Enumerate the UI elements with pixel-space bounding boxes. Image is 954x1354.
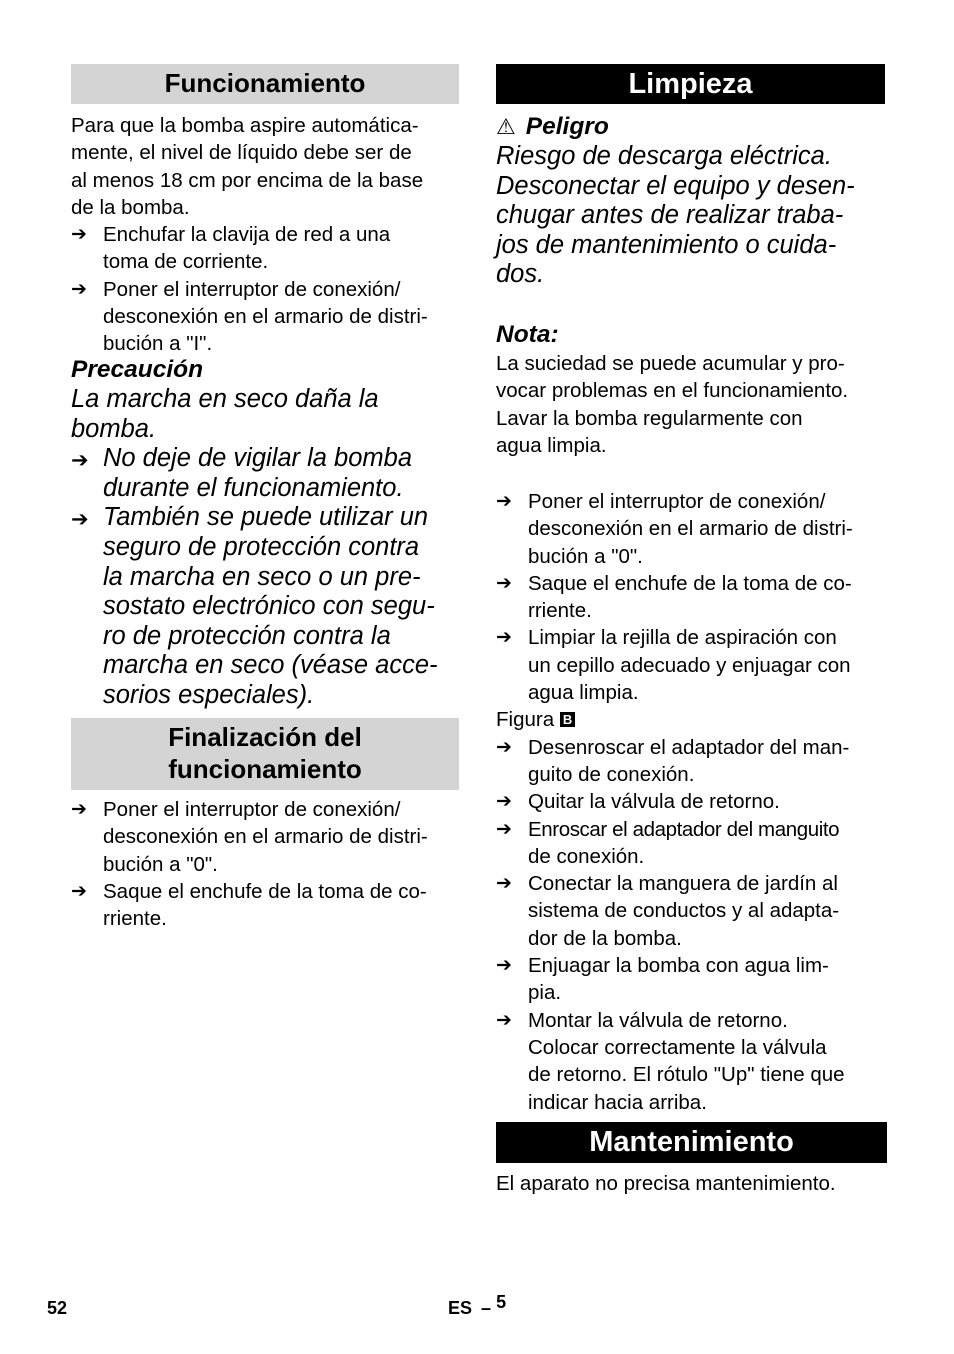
figura-reference — [496, 706, 888, 733]
limpieza-step — [496, 870, 888, 952]
nota-line: vocar problemas en el funcionamiento. — [496, 379, 849, 403]
arrow-right-icon: ➔ — [71, 799, 87, 820]
step-line: rriente. — [528, 599, 592, 623]
nota-block — [496, 320, 888, 459]
step-line: Poner el interruptor de conexión/ — [103, 798, 401, 821]
item-line: ro de protección contra la — [103, 621, 391, 650]
item-line: sostato electrónico con segu- — [103, 592, 435, 621]
item-line: seguro de protección contra — [103, 532, 420, 561]
footer-lang — [448, 1292, 507, 1319]
funcionamiento-heading: Funcionamiento — [71, 64, 459, 104]
step-line: Montar la válvula de retorno. — [528, 1008, 788, 1032]
peligro-title-row — [496, 112, 888, 142]
item-line: durante el funcionamiento. — [103, 473, 404, 502]
step-line: de conexión. — [528, 844, 645, 868]
arrow-right-icon: ➔ — [496, 873, 512, 895]
step-line: Colocar correctamente la válvula — [528, 1035, 827, 1059]
step-line: bución a "I". — [103, 332, 213, 356]
footer-dash: – — [481, 1298, 492, 1318]
arrow-right-icon: ➔ — [71, 880, 87, 902]
step-line: Poner el interruptor de conexión/ — [528, 490, 826, 513]
limpieza-step — [496, 488, 888, 570]
step-line: desconexión en el armario de distri- — [528, 517, 853, 541]
intro-line: al menos 18 cm por encima de la base — [71, 168, 424, 192]
precaucion-line: bomba. — [71, 414, 157, 443]
step-line: Saque el enchufe de la toma de co- — [103, 879, 427, 903]
arrow-right-icon: ➔ — [496, 955, 512, 977]
figura-label: Figura — [496, 708, 555, 732]
peligro-block — [496, 112, 888, 290]
intro-line: Para que la bomba aspire automática- — [71, 114, 419, 137]
item-line: No deje de vigilar la bomba — [103, 444, 413, 473]
step-line: bución a "0". — [103, 852, 218, 876]
step-line: un cepillo adecuado y enjuagar con — [528, 653, 851, 677]
step-line: guito de conexión. — [528, 762, 695, 786]
peligro-line: Desconectar el equipo y desen- — [496, 171, 855, 200]
finalizacion-step — [71, 796, 461, 878]
lang-code: ES — [448, 1298, 473, 1318]
step-line: bución a "0". — [528, 544, 643, 568]
figure-badge: B — [560, 712, 575, 727]
precaucion-title: Precaución — [71, 356, 204, 383]
limpieza-step — [496, 788, 888, 815]
page-number: 52 — [47, 1298, 68, 1318]
limpieza-step — [496, 816, 888, 871]
step-line: Conectar la manguera de jardín al — [528, 872, 838, 896]
peligro-line: chugar antes de realizar traba- — [496, 201, 844, 230]
step-line: pia. — [528, 981, 562, 1005]
peligro-line: dos. — [496, 260, 545, 289]
step-line: Limpiar la rejilla de aspiración con — [528, 626, 837, 650]
step-line: Enroscar el adaptador del manguito — [528, 817, 840, 841]
arrow-right-icon: ➔ — [71, 278, 87, 300]
finalizacion-step — [71, 878, 461, 933]
step-line: de retorno. El rótulo "Up" tiene que — [528, 1063, 845, 1087]
item-line: sorios especiales). — [103, 680, 315, 709]
arrow-right-icon: ➔ — [71, 508, 89, 532]
step-line: dor de la bomba. — [528, 926, 682, 950]
heading-line: funcionamiento — [168, 754, 362, 784]
arrow-right-icon: ➔ — [496, 627, 512, 649]
mantenimiento-heading: Mantenimiento — [496, 1122, 887, 1163]
limpieza-step — [496, 570, 888, 625]
funcionamiento-intro — [71, 112, 461, 358]
step-line: desconexión en el armario de distri- — [103, 825, 428, 849]
item-line: También se puede utilizar un — [103, 503, 429, 532]
step-line: Desenroscar el adaptador del man- — [528, 735, 850, 759]
step-line: agua limpia. — [528, 681, 639, 705]
arrow-right-icon: ➔ — [496, 1009, 512, 1031]
intro-line: de la bomba. — [71, 195, 190, 219]
step-line: Quitar la válvula de retorno. — [528, 790, 780, 814]
step-line: rriente. — [103, 907, 167, 931]
nota-title: Nota: — [496, 321, 559, 348]
finalizacion-steps — [71, 796, 461, 932]
precaucion-item — [71, 444, 461, 503]
limpieza-step — [496, 734, 888, 789]
step-line: sistema de conductos y al adapta- — [528, 899, 840, 923]
section-page: 5 — [496, 1292, 507, 1312]
step-line: Poner el interruptor de conexión/ — [103, 277, 401, 301]
item-line: marcha en seco (véase acce- — [103, 651, 438, 680]
finalizacion-heading — [71, 718, 459, 790]
arrow-right-icon: ➔ — [496, 491, 512, 512]
step-line: toma de corriente. — [103, 250, 269, 274]
heading-line: Finalización del — [168, 722, 362, 752]
step-line: Enchufar la clavija de red a una — [103, 223, 391, 247]
limpieza-step — [496, 624, 888, 706]
item-line: la marcha en seco o un pre- — [103, 562, 421, 591]
peligro-line: Riesgo de descarga eléctrica. — [496, 142, 832, 170]
precaucion-block — [71, 355, 461, 711]
mantenimiento-text: El aparato no precisa mantenimiento. — [496, 1172, 836, 1195]
precaucion-line: La marcha en seco daña la — [71, 385, 379, 413]
arrow-right-icon: ➔ — [496, 818, 512, 840]
warning-icon: ⚠ — [496, 114, 516, 139]
arrow-right-icon: ➔ — [71, 449, 89, 473]
funcionamiento-step — [71, 221, 461, 276]
nota-line: Lavar la bomba regularmente con — [496, 406, 803, 430]
step-line: Enjuagar la bomba con agua lim- — [528, 954, 829, 978]
arrow-right-icon: ➔ — [496, 791, 512, 813]
step-line: indicar hacia arriba. — [528, 1090, 707, 1114]
step-line: Saque el enchufe de la toma de co- — [528, 571, 852, 595]
precaucion-item — [71, 503, 461, 710]
limpieza-step — [496, 952, 888, 1007]
arrow-right-icon: ➔ — [71, 224, 87, 246]
arrow-right-icon: ➔ — [496, 572, 512, 594]
step-line: desconexión en el armario de distri- — [103, 305, 428, 329]
peligro-title: Peligro — [525, 113, 609, 140]
limpieza-heading: Limpieza — [496, 64, 885, 104]
peligro-line: jos de mantenimiento o cuida- — [496, 230, 837, 259]
intro-line: mente, el nivel de líquido debe ser de — [71, 141, 412, 165]
nota-line: agua limpia. — [496, 433, 607, 457]
limpieza-steps — [496, 488, 888, 1116]
nota-line: La suciedad se puede acumular y pro- — [496, 352, 845, 375]
arrow-right-icon: ➔ — [496, 736, 512, 758]
limpieza-step — [496, 1007, 888, 1116]
funcionamiento-step — [71, 276, 461, 358]
